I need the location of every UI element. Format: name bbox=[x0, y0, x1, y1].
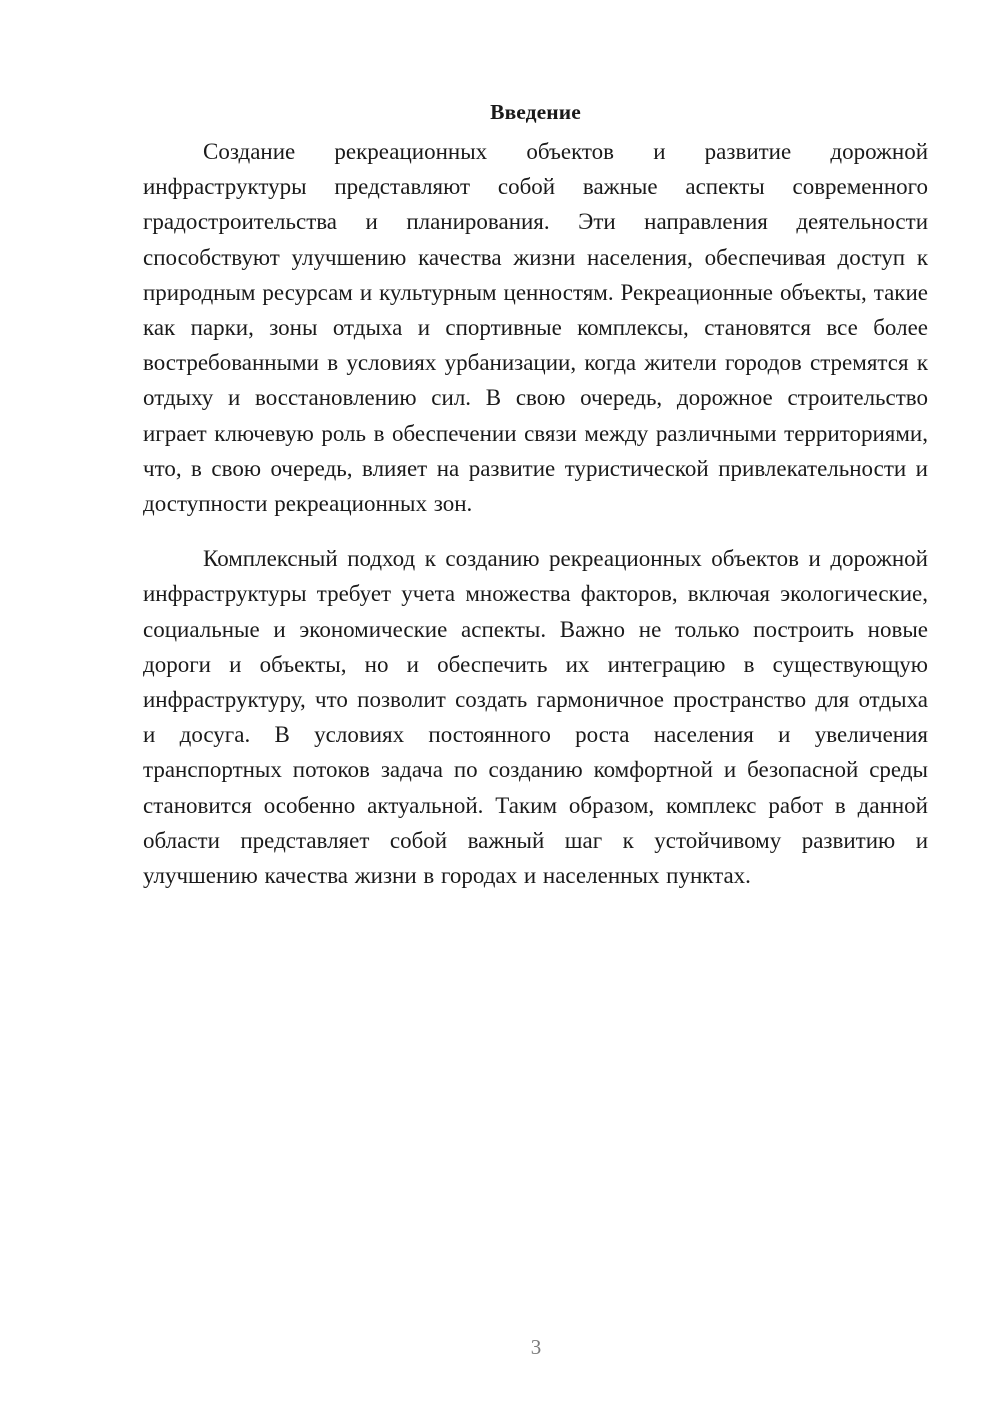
section-heading: Введение bbox=[490, 100, 581, 124]
paragraph-2: Комплексный подход к созданию рекреационных объектов и дорожной инфраструктуры требует учета множества факторов, включая экологические, социальные и экономические аспекты. Важно не только построить новые дороги и объекты, но и обеспечить их интеграцию в существующую инфраструктуру, что позволит создать гармоничное пространство для отдыха и досуга. В условиях постоянного роста населения и увеличения транспортных потоков задача по созданию комфортной и безопасной среды становится особенно актуальной. Таким образом, комплекс работ в данной области представляет собой важный шаг к устойчивому развитию и улучшению качества жизни в городах и населенных пунктах. bbox=[143, 546, 928, 889]
page-number: 3 bbox=[530, 1335, 542, 1359]
paragraph-1: Создание рекреационных объектов и развитие дорожной инфраструктуры представляют собой важные аспекты современного градостроительства и планирования. Эти направления деятельности способствуют улучшению качества жизни населения, обеспечивая доступ к природным ресурсам и культурным ценностям. Рекреационные объекты, такие как парки, зоны отдыха и спортивные комплексы, становятся все более востребованными в условиях урбанизации, когда жители городов стремятся к отдыху и восстановлению сил. В свою очередь, дорожное строительство играет ключевую роль в обеспечении связи между различными территориями, что, в свою очередь, влияет на развитие туристической привлекательности и доступности рекреационных зон. bbox=[143, 139, 928, 517]
page-content bbox=[143, 97, 928, 893]
